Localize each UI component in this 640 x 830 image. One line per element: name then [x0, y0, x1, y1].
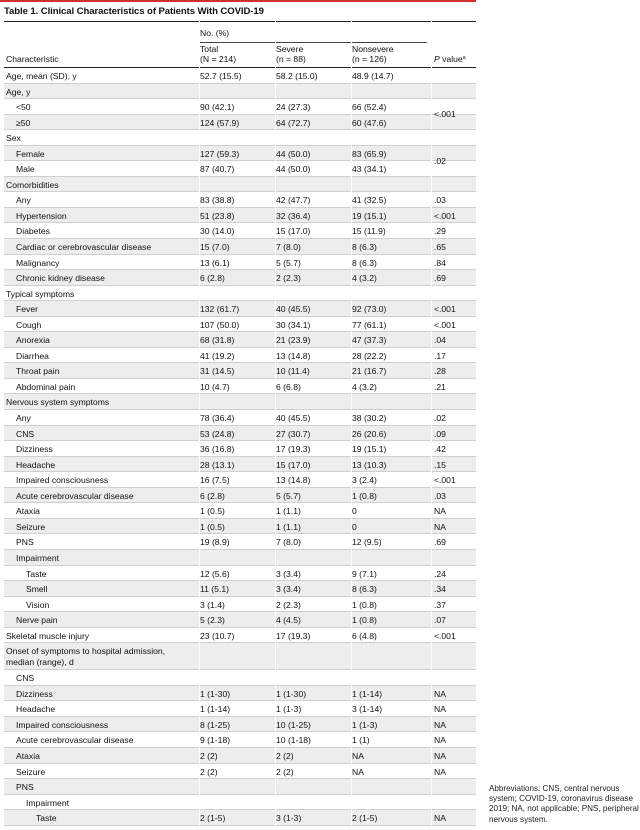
cell-p-value: .69 [434, 537, 446, 548]
header-total [200, 45, 236, 65]
table-row [4, 810, 476, 826]
row-label: PNS [16, 782, 34, 793]
header-severe-n: (n = 88) [276, 53, 306, 64]
cell-nonsevere: 6 (4.8) [352, 630, 377, 641]
cell-nonsevere: 2 (1-5) [352, 813, 378, 824]
cell-total: 127 (59.3) [200, 148, 240, 159]
table-header [4, 21, 476, 68]
cell-nonsevere: 8 (6.3) [352, 257, 377, 268]
cell-severe: 30 (34.1) [276, 319, 311, 330]
cell-nonsevere: 92 (73.0) [352, 304, 387, 315]
cell-nonsevere: 0 [352, 521, 357, 532]
row-label: Diabetes [16, 226, 50, 237]
table-row [4, 68, 476, 84]
table-row [4, 332, 476, 348]
cell-severe: 3 (1-3) [276, 813, 302, 824]
table-row [4, 317, 476, 333]
table-row [4, 441, 476, 457]
cell-severe: 1 (1-3) [276, 704, 302, 715]
cell-severe: 64 (72.7) [276, 117, 311, 128]
row-label: Onset of symptoms to hospital admission, median (range), d [6, 646, 166, 667]
cell-severe: 44 (50.0) [276, 164, 311, 175]
cell-severe: 13 (14.8) [276, 475, 311, 486]
cell-total: 5 (2.3) [200, 615, 225, 626]
cell-nonsevere: 77 (61.1) [352, 319, 387, 330]
cell-total: 31 (14.5) [200, 366, 235, 377]
cell-p-value: .34 [434, 584, 446, 595]
cell-total: 28 (13.1) [200, 459, 235, 470]
row-label: Taste [26, 568, 47, 579]
table-row [4, 270, 476, 286]
cell-total: 1 (0.5) [200, 506, 225, 517]
cell-total: 41 (19.2) [200, 350, 235, 361]
row-label: Hypertension [16, 210, 67, 221]
header-no-pct-rule [200, 42, 427, 43]
table-row [4, 301, 476, 317]
table-row [4, 130, 476, 146]
cell-total: 51 (23.8) [200, 210, 235, 221]
cell-nonsevere: 83 (65.9) [352, 148, 387, 159]
row-label: Cardiac or cerebrovascular disease [16, 242, 152, 253]
cell-total: 1 (1-14) [200, 704, 231, 715]
cell-severe: 40 (45.5) [276, 304, 311, 315]
row-label: Acute cerebrovascular disease [16, 490, 134, 501]
cell-total: 10 (4.7) [200, 381, 230, 392]
cell-total: 13 (6.1) [200, 257, 230, 268]
cell-total: 16 (7.5) [200, 475, 230, 486]
cell-p-value: <.001 [434, 319, 456, 330]
column-divider [351, 21, 352, 830]
row-label: Sex [6, 133, 21, 144]
cell-nonsevere: NA [352, 766, 364, 777]
cell-p-value: NA [434, 750, 446, 761]
table-row [4, 239, 476, 255]
table-row [4, 503, 476, 519]
row-label: Female [16, 148, 45, 159]
cell-severe: 15 (17.0) [276, 226, 311, 237]
cell-severe: 44 (50.0) [276, 148, 311, 159]
cell-nonsevere: 9 (7.1) [352, 568, 377, 579]
cell-total: 30 (14.0) [200, 226, 235, 237]
row-label: Impaired consciousness [16, 475, 109, 486]
cell-total: 11 (5.1) [200, 584, 229, 595]
cell-total: 132 (61.7) [200, 304, 240, 315]
table-row [4, 717, 476, 733]
cell-severe: 27 (30.7) [276, 428, 311, 439]
row-label: Vision [26, 599, 50, 610]
header-characteristic: Characteristic [6, 54, 59, 64]
cell-nonsevere: 1 (1) [352, 735, 370, 746]
cell-nonsevere: 1 (0.8) [352, 599, 377, 610]
cell-severe: 17 (19.3) [276, 630, 311, 641]
row-label: Skeletal muscle injury [6, 630, 90, 641]
row-label: Abdominal pain [16, 381, 76, 392]
table-row [4, 394, 476, 410]
cell-total: 107 (50.0) [200, 319, 240, 330]
table-row [4, 379, 476, 395]
row-label: Impairment [26, 797, 69, 808]
cell-p-value: .28 [434, 366, 446, 377]
cell-p-value: .03 [434, 490, 446, 501]
table-row [4, 192, 476, 208]
cell-nonsevere: 38 (30.2) [352, 413, 387, 424]
cell-p-value: .29 [434, 226, 446, 237]
cell-p-value: .21 [434, 381, 446, 392]
table-title: Table 1. Clinical Characteristics of Patients With COVID-19 [4, 6, 264, 17]
row-label: Ataxia [16, 750, 40, 761]
table-row [4, 363, 476, 379]
cell-severe: 2 (2) [276, 750, 294, 761]
row-label: Typical symptoms [6, 288, 75, 299]
cell-p-value: NA [434, 766, 446, 777]
cell-nonsevere: 19 (15.1) [352, 444, 387, 455]
cell-severe: 3 (3.4) [276, 584, 301, 595]
cell-total: 83 (38.8) [200, 195, 235, 206]
cell-nonsevere: 8 (6.3) [352, 584, 377, 595]
row-label: Male [16, 164, 35, 175]
table-row [4, 534, 476, 550]
row-label: Malignancy [16, 257, 60, 268]
cell-nonsevere: 43 (34.1) [352, 164, 387, 175]
cell-nonsevere: 19 (15.1) [352, 210, 387, 221]
cell-severe: 40 (45.5) [276, 413, 311, 424]
cell-p-value: NA [434, 813, 446, 824]
cell-p-value: <.001 [434, 630, 456, 641]
cell-nonsevere: 8 (6.3) [352, 242, 377, 253]
table-row [4, 457, 476, 473]
cell-p-value: .37 [434, 599, 446, 610]
row-label: Age, mean (SD), y [6, 71, 77, 81]
row-label: Fever [16, 304, 38, 315]
cell-p-value: .03 [434, 195, 446, 206]
cell-total: 90 (42.1) [200, 102, 235, 113]
table-row [4, 472, 476, 488]
cell-p-value-merged: .02 [434, 155, 446, 166]
cell-total: 87 (40.7) [200, 164, 235, 175]
cell-p-value: NA [434, 521, 446, 532]
cell-p-value: <.001 [434, 210, 456, 221]
column-divider [199, 21, 200, 830]
cell-severe: 58.2 (15.0) [276, 71, 318, 81]
cell-severe: 7 (8.0) [276, 537, 301, 548]
cell-nonsevere: 15 (11.9) [352, 226, 386, 237]
cell-p-value: .42 [434, 444, 446, 455]
cell-severe: 10 (11.4) [276, 366, 310, 377]
cell-p-value: .15 [434, 459, 446, 470]
cell-total: 2 (1-5) [200, 813, 226, 824]
row-label: PNS [16, 537, 34, 548]
cell-severe: 10 (1-25) [276, 719, 311, 730]
cell-total: 124 (57.9) [200, 117, 240, 128]
column-divider [275, 21, 276, 830]
row-label: Nerve pain [16, 615, 58, 626]
row-label: Smell [26, 584, 48, 595]
cell-p-value: NA [434, 506, 446, 517]
table-row [4, 488, 476, 504]
abbreviations-footnote: Abbreviations: CNS, central nervous system; COVID-19, coronavirus disease 2019; NA, not applicable; PNS, peripheral nervous system. [489, 784, 639, 824]
table-row [4, 410, 476, 426]
cell-severe: 2 (2.3) [276, 273, 301, 284]
cell-p-value: <.001 [434, 304, 456, 315]
table-row [4, 223, 476, 239]
cell-nonsevere: 0 [352, 506, 357, 517]
cell-total: 53 (24.8) [200, 428, 235, 439]
header-nonsevere [352, 45, 394, 65]
cell-severe: 42 (47.7) [276, 195, 311, 206]
cell-severe: 13 (14.8) [276, 350, 311, 361]
cell-severe: 24 (27.3) [276, 102, 311, 113]
cell-total: 23 (10.7) [200, 630, 235, 641]
cell-p-value: NA [434, 735, 446, 746]
row-label: Seizure [16, 766, 46, 777]
cell-p-value: .24 [434, 568, 446, 579]
table-row [4, 795, 476, 811]
cell-p-value: .02 [434, 413, 446, 424]
cell-p-value: .09 [434, 428, 446, 439]
header-total-n: (N = 214) [200, 53, 237, 64]
header-p-footnote-mark: a [462, 55, 466, 61]
cell-severe: 2 (2) [276, 766, 294, 777]
cell-severe: 17 (19.3) [276, 444, 311, 455]
cell-p-value: NA [434, 688, 446, 699]
cell-total: 19 (8.9) [200, 537, 230, 548]
cell-nonsevere: 1 (0.8) [352, 615, 377, 626]
row-label: Age, y [6, 86, 31, 97]
cell-total: 36 (16.8) [200, 444, 235, 455]
row-label: Acute cerebrovascular disease [16, 735, 134, 746]
cell-total: 8 (1-25) [200, 719, 231, 730]
header-p-italic: P [434, 54, 440, 64]
row-label: Cough [16, 319, 42, 330]
row-label: CNS [16, 673, 35, 684]
table-row [4, 426, 476, 442]
row-label: ≥50 [16, 117, 31, 128]
header-p-value [434, 55, 466, 64]
table-row [4, 643, 476, 670]
cell-severe: 5 (5.7) [276, 490, 301, 501]
cell-nonsevere: 66 (52.4) [352, 102, 387, 113]
header-total-label: Total [200, 44, 219, 54]
table-row [4, 732, 476, 748]
cell-severe: 2 (2.3) [276, 599, 301, 610]
row-label: Impairment [16, 552, 59, 563]
cell-severe: 1 (1-30) [276, 688, 307, 699]
header-no-pct: No. (%) [200, 28, 230, 38]
row-label: Dizziness [16, 688, 53, 699]
table-row [4, 764, 476, 780]
table-row [4, 597, 476, 613]
cell-total: 15 (7.0) [200, 242, 230, 253]
cell-severe: 1 (1.1) [276, 521, 301, 532]
cell-total: 1 (0.5) [200, 521, 225, 532]
cell-p-value: .69 [434, 273, 446, 284]
cell-nonsevere: 1 (1-14) [352, 688, 383, 699]
row-label: Chronic kidney disease [16, 273, 105, 284]
cell-nonsevere: 4 (3.2) [352, 273, 377, 284]
table-row [4, 628, 476, 644]
header-nonsevere-n: (n = 126) [352, 53, 387, 64]
cell-nonsevere: 13 (10.3) [352, 459, 387, 470]
row-label: Impaired consciousness [16, 719, 109, 730]
cell-severe: 32 (36.4) [276, 210, 311, 221]
row-label: Any [16, 413, 31, 424]
cell-nonsevere: 4 (3.2) [352, 381, 377, 392]
cell-nonsevere: 26 (20.6) [352, 428, 387, 439]
header-severe-label: Severe [276, 44, 304, 54]
table-row [4, 550, 476, 566]
cell-nonsevere: 1 (1-3) [352, 719, 378, 730]
table-row [4, 208, 476, 224]
cell-total: 2 (2) [200, 766, 218, 777]
cell-severe: 6 (6.8) [276, 381, 301, 392]
table-row [4, 581, 476, 597]
cell-severe: 7 (8.0) [276, 242, 301, 253]
row-label: Any [16, 195, 31, 206]
table-row [4, 701, 476, 717]
cell-nonsevere: 28 (22.2) [352, 350, 387, 361]
cell-nonsevere: 60 (47.6) [352, 117, 387, 128]
header-p-rest: value [439, 54, 463, 64]
table-row [4, 115, 476, 131]
cell-severe: 4 (4.5) [276, 615, 301, 626]
clinical-characteristics-table [4, 21, 476, 826]
header-severe [276, 45, 306, 65]
cell-p-value: .84 [434, 257, 446, 268]
table-row [4, 161, 476, 177]
table-body [4, 68, 476, 826]
header-nonsevere-label: Nonsevere [352, 44, 394, 54]
cell-p-value: .65 [434, 242, 446, 253]
cell-severe: 21 (23.9) [276, 335, 311, 346]
row-label: Diarrhea [16, 350, 49, 361]
cell-nonsevere: 1 (0.8) [352, 490, 377, 501]
row-label: <50 [16, 102, 31, 113]
column-divider [431, 21, 432, 830]
cell-total: 12 (5.6) [200, 568, 230, 579]
table-row [4, 255, 476, 271]
cell-p-value-merged: <.001 [434, 109, 456, 120]
cell-total: 2 (2) [200, 750, 218, 761]
cell-total: 6 (2.8) [200, 490, 225, 501]
cell-nonsevere: NA [352, 750, 364, 761]
cell-total: 1 (1-30) [200, 688, 231, 699]
row-label: Dizziness [16, 444, 53, 455]
table-row [4, 566, 476, 582]
row-label: Anorexia [16, 335, 50, 346]
title-rule [0, 0, 476, 2]
cell-severe: 5 (5.7) [276, 257, 301, 268]
cell-nonsevere: 12 (9.5) [352, 537, 382, 548]
cell-total: 3 (1.4) [200, 599, 225, 610]
row-label: Nervous system symptoms [6, 397, 110, 408]
cell-total: 68 (31.8) [200, 335, 235, 346]
cell-severe: 10 (1-18) [276, 735, 311, 746]
cell-total: 52.7 (15.5) [200, 71, 242, 81]
cell-p-value: <.001 [434, 475, 456, 486]
cell-severe: 3 (3.4) [276, 568, 301, 579]
row-label: Headache [16, 704, 56, 715]
cell-nonsevere: 47 (37.3) [352, 335, 387, 346]
cell-p-value: NA [434, 704, 446, 715]
cell-p-value: .17 [434, 350, 446, 361]
table-row [4, 779, 476, 795]
table-row [4, 686, 476, 702]
cell-total: 78 (36.4) [200, 413, 235, 424]
cell-nonsevere: 41 (32.5) [352, 195, 387, 206]
row-label: Taste [36, 813, 57, 824]
cell-p-value: .07 [434, 615, 446, 626]
cell-nonsevere: 3 (1-14) [352, 704, 383, 715]
table-row [4, 84, 476, 100]
table-row [4, 286, 476, 302]
table-row [4, 670, 476, 686]
table-row [4, 748, 476, 764]
table-row [4, 99, 476, 115]
cell-severe: 15 (17.0) [276, 459, 311, 470]
row-label: Seizure [16, 521, 46, 532]
cell-p-value: .04 [434, 335, 446, 346]
table-row [4, 348, 476, 364]
row-label: CNS [16, 428, 35, 439]
row-label: Headache [16, 459, 56, 470]
cell-total: 9 (1-18) [200, 735, 231, 746]
table-row [4, 519, 476, 535]
table-row [4, 146, 476, 162]
cell-p-value: NA [434, 719, 446, 730]
cell-total: 6 (2.8) [200, 273, 225, 284]
row-label: Comorbidities [6, 179, 59, 190]
cell-nonsevere: 21 (16.7) [352, 366, 387, 377]
cell-nonsevere: 3 (2.4) [352, 475, 377, 486]
table-row [4, 177, 476, 193]
table-row [4, 612, 476, 628]
row-label: Throat pain [16, 366, 60, 377]
cell-severe: 1 (1.1) [276, 506, 301, 517]
cell-nonsevere: 48.9 (14.7) [352, 71, 394, 81]
row-label: Ataxia [16, 506, 40, 517]
